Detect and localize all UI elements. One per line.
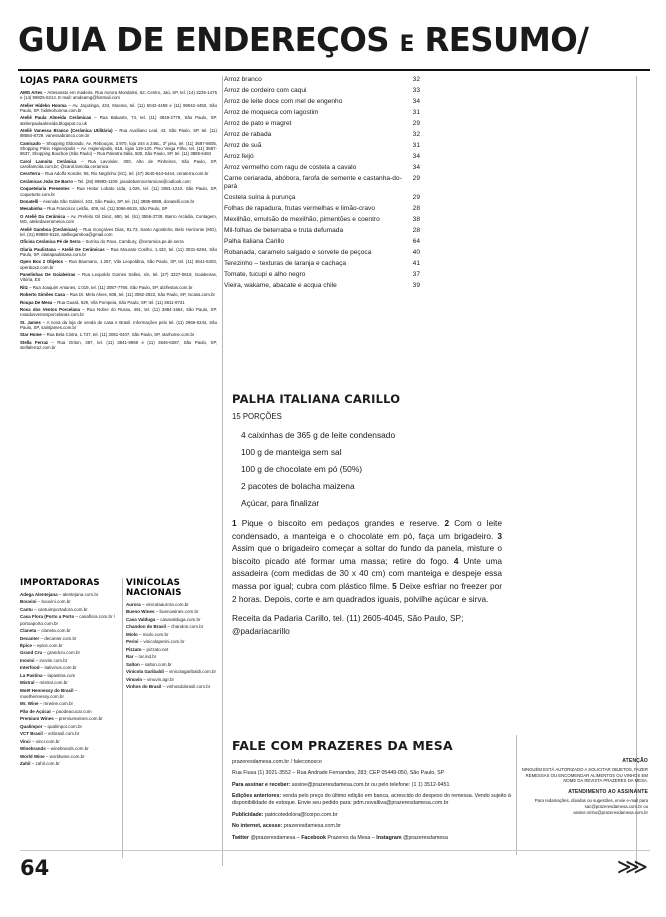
list-item: Roupa De Mesa – Rua Guará, 629, Vila Pompeia, São Paulo, SP, tel. (11) 3811-9731	[20, 299, 185, 305]
index-page-number: 29	[412, 175, 420, 182]
title-rest: RESUMO/	[424, 20, 589, 59]
list-item: Inovini – inovini.com.br	[20, 657, 68, 663]
list-item: Ritz – Rua Joaquim Antunes, 1.019, tel. (11) 3087-7766, São Paulo, SP, alzifestas.com.br	[20, 284, 193, 290]
contact-line: No internet, acesse: prazeresdamesa.com.br	[232, 823, 341, 830]
list-item: Bueno Wines – buenowines.com.br	[126, 609, 199, 615]
list-item: Olaria Paulistana – Ateliê De Cerâmicas – Rua Mourato Coelho, 1.433, tel. (11) 3031-6294, São Paulo, SP. olariapaulistana.com.br	[20, 246, 217, 257]
index-recipe-name: Arroz branco	[224, 76, 262, 83]
ingredient-item: Açúcar, para finalizar	[241, 498, 320, 508]
index-page-number: 29	[412, 120, 420, 127]
list-item: Chandon do Brasil – chandon.com.br	[126, 624, 204, 630]
list-item: Panelinhas De Goiabeiras – Rua Leopoldo Gomes Salles, s/n, tel. (27) 3327-0619, Goiabeiras, Vitória, ES	[20, 272, 217, 283]
index-recipe-name: Arroz de pato e magret	[224, 120, 292, 127]
list-item: O Ateliê Da Cerâmica – Av. Prefeito Gil Diniz, 680, tel. (61) 3556-3739, Bairro Arcádia, Contagem, MG, ateliedacerameica.com	[20, 213, 218, 225]
list-item: Ateliê Vanessa Branco (Cerâmica Utilitária) – Rua Auxiliano Leal, 43, São Paulo, SP, tel. (11) 98584-8729. vanessabranco.com.br	[20, 128, 217, 139]
index-page-number: 37	[412, 271, 420, 278]
page-title	[18, 22, 637, 63]
lojas-list	[20, 90, 217, 350]
list-item: Casa Valduga – casavalduga.com.br	[126, 616, 201, 622]
index-page-number: 32	[412, 76, 420, 83]
index-page-number: 31	[412, 142, 420, 149]
list-item: Qualimpor – qualimpor.com.br	[20, 723, 83, 729]
index-page-number: 39	[412, 282, 420, 289]
notice-title-2: ATENDIMENTO AO ASSINANTE	[568, 789, 648, 796]
recipe-index	[224, 76, 420, 293]
index-recipe-name: Vieira, wakame, abacate e acqua chile	[224, 282, 337, 289]
index-row	[224, 142, 420, 150]
index-page-number: 34	[412, 164, 420, 171]
contact-block	[232, 738, 512, 846]
contact-line: Rua Fiusa (1) 3021-3552 – Rua Andrade Fernandes, 283; CEP 05449-050, São Paulo, SP	[232, 770, 445, 777]
list-item: Coquetelaria Presentes – Rua Heitor Lobato Ltda, 1.026, tel. (11) 3081-1210, São Paulo, SP, coqueturte.com.br	[20, 186, 217, 197]
notice-title: ATENÇÃO	[622, 758, 648, 764]
index-row	[224, 271, 420, 279]
notice-block	[520, 758, 648, 820]
column-divider-4	[122, 578, 123, 858]
index-recipe-name: Palha italiana Carillo	[224, 238, 285, 245]
contact-line: prazeresdamesa.com.br / faleconosco	[232, 759, 322, 765]
index-row	[224, 238, 420, 246]
list-item: Mesabinha – Rua Francisco Leitão, 409, tel. (11) 3066-8619, São Paulo, SP	[20, 206, 168, 212]
vinicolas-heading: VINÍCOLAS NACIONAIS	[126, 578, 182, 598]
list-item: Cerâmicas João De Barro – Tel. (26) 99993-1109. joaodebarroceramicas@outlook.com	[20, 178, 191, 184]
list-item: Pizzato – pizzato.net	[126, 646, 169, 652]
recipe-block	[232, 392, 502, 637]
contact-line: Publicidade: patricotedolora@lcorpo.com.br	[232, 811, 338, 818]
list-item: Casa Flora (Porto a Porto – casaflora.com.br / portoaporto.com.br	[20, 614, 116, 626]
recipe-index-list	[224, 76, 420, 290]
importadoras-block	[20, 578, 120, 769]
recipe-credit: Receita da Padaria Carillo, tel. (11) 2605-4045, São Paulo, SP; @padariacarillo	[232, 613, 464, 636]
list-item: Vinuvin – vinuvin.agr.br	[126, 676, 174, 682]
list-item: Star Home – Rua Bela Cintra, 1.737, tel. (11) 3061-0407, São Paulo, SP, starhome.com.br	[20, 332, 195, 338]
ingredient-item: 100 g de chocolate em pó (50%)	[241, 464, 363, 474]
list-item: Claneta – claneta.com.br	[20, 628, 71, 634]
index-row	[224, 205, 420, 213]
list-item: Rar – rar.ind.br	[126, 654, 157, 660]
index-page-number: 41	[412, 260, 420, 267]
list-item: Atelier Hideko Honma – Av. Jaçutinga, 434, Moema, tel. (11) 5042-4459 e (11) 99042-4450, São Paulo, SP. hidekohonma.com.br	[20, 102, 218, 113]
list-item: Donatelli – Avenida São Gabriel, 102, São Paulo, SP, tel. (11) 3885-6988, donatelli.com.br	[20, 198, 195, 204]
list-item: Rosa dos Ventos Porcelana – Rua Nobre do Russu, 491, tel. (11) 3884-1564, São Paulo, SP. rosadosventosporcelanas.com.br	[20, 307, 217, 318]
list-item: Vinci – vinci.com.br	[20, 738, 60, 744]
title-conjunction: E	[399, 32, 414, 57]
index-recipe-name: Mil-folhas de beterraba e truta defumada	[224, 227, 344, 234]
list-item: Oficina Cerâmica Pé de Serra – Sorriso do Pavo, Cambury, @ceramica.pe.de.serra	[20, 239, 184, 245]
ingredient-item: 4 caixinhas de 365 g de leite condensado	[241, 430, 396, 440]
list-item: Moët Hennessy do Brasil – moethennessy.com.br	[20, 687, 78, 699]
column-divider-3	[516, 735, 517, 855]
list-item: Premium Wines – premiumwines.com.br	[20, 716, 103, 722]
index-row	[224, 164, 420, 172]
list-item: Stella Ferraz – Rua Oriton, 387, tel. (11) 3841-9968 e (11) 3646-9287, São Paulo, SP, stellaferraz.com.br	[20, 339, 217, 351]
list-item: World Wine – worldwine.com.br	[20, 753, 85, 759]
index-recipe-name: Terezinho – texturas de laranja e cachaça	[224, 260, 347, 267]
index-row	[224, 153, 420, 161]
index-row	[224, 282, 420, 290]
contact-line: Edições anteriores: venda pelo preço do último edição em banca, acrescido do despeso do remessa. Vendo sujeito à disponibilidade de estoque. Envie seu pedido para: pdm.novaltiva@prazeresdamesa.com.br	[232, 793, 511, 807]
index-row	[224, 175, 420, 191]
list-item: Grand Cru – grandcru.com.br	[20, 650, 81, 656]
page-masthead	[18, 22, 650, 71]
recipe-steps: 1 Pique o biscoito em pedaços grandes e reserve. 2 Com o leite condensado, a manteiga e o chocolate em pó, faça um brigadeiro. 3 Assim que o brigadeiro começar a soltar do fundo da panela, misture o biscoito picado até formar uma massa; retire do fogo. 4 Unte uma assadeira (com medidas de 30 x 40 cm) com manteiga e despeje essa massa por igual; cubra com plástico filme. 5 Deixe esfriar no freezer por 2 horas. Depois, corte e am quadrados iguais, polvilhe açúcar e sirva.	[232, 518, 502, 604]
list-item: Camicado – Shopping Eldorado, Av. Rebouças, 3.970, loja 244 a 246L, 3º piso, tel. (11) 3687-8605, Shopping Pátio Higienópolis – Av. Higienópolis, 618, lojas 119-120, Piso Veiga Filho, tel. (11) 3587-8637, Shopping Bourbon (São Paulo) – Rua Palestra Itália, 500, São Paulo, SP, tel. (11) 3885-6484	[20, 140, 217, 157]
index-page-number: 28	[412, 227, 420, 234]
list-item: Ateliê Gamboa (Cerâmicas) – Rua Gonçalves Dias, 91.73, Santo Agostinho, Belo Horizonte (MG), tel. (31) 99880-9118, atelliegamboa@gmail.com	[20, 226, 217, 237]
index-recipe-name: Arroz de moqueca com lagostim	[224, 109, 319, 116]
list-item: Perini – vinicolaperini.com.br	[126, 639, 185, 645]
index-page-number: 32	[412, 131, 420, 138]
contact-line: Para assinar e receber: assine@prazeresdamesa.com.br ou pelo telefone: (1 1) 3512-9451	[232, 781, 450, 788]
index-row	[224, 98, 420, 106]
list-item: Pão de Açúcar – paodeacucar.com	[20, 708, 92, 714]
index-recipe-name: Costela suína à purunça	[224, 194, 296, 201]
index-page-number: 40	[412, 249, 420, 256]
index-row	[224, 109, 420, 117]
column-divider-1	[222, 76, 223, 866]
list-item: Roberto Simões Casa – Rua Dr. Melo Alves, 608, tel. (11) 3082-2922, São Paulo, SP, rscasa.com.br	[20, 292, 215, 298]
index-page-number: 33	[412, 87, 420, 94]
list-item: CeraTerra – Rua Adolfo Konder, 95, Rio Negrinho (SC), tel. (47) 3640-644-6444, ceraterra.com.br	[20, 171, 209, 177]
list-item: Mr. Wine – mrwine.com.br	[20, 701, 73, 707]
column-divider-2	[636, 76, 637, 866]
notice-body: NINGUÉM ESTÁ AUTORIZADO A SOLICITAR OBJETOS, FAZER REMESSAS OU ENCOMENDAR ALIMENTOS OU VINHOS EM NOME DA REVISTA PRAZERES DA MESA.	[521, 767, 648, 784]
index-recipe-name: Arroz vermelho com ragu de costela a cavalo	[224, 164, 357, 171]
vinicolas-block	[126, 578, 222, 692]
title-main: GUIA DE ENDEREÇOS	[18, 20, 389, 59]
list-item: Decanter – decanter.com.br	[20, 635, 77, 641]
index-recipe-name: Arroz feijó	[224, 153, 254, 160]
index-recipe-name: Arroz de suã	[224, 142, 262, 149]
ingredient-item: 100 g de manteiga sem sal	[241, 447, 342, 457]
list-item: Carol Lamoita Cerâmica – Rua Lavoisier, 300, Alto de Pinheiros, São Paulo, SP, carollamoita.com.br; @carol.lamoita.ceramica	[20, 158, 217, 169]
list-item: La Pastina – lapastina.com	[20, 672, 76, 678]
list-item: Épice – epice.com.br	[20, 643, 63, 648]
recipe-title: PALHA ITALIANA CARILLO	[232, 392, 401, 406]
list-item: Zahil – zahil.com.br	[20, 761, 60, 767]
index-row	[224, 227, 420, 235]
index-recipe-name: Folhas de rapadura, frutas vermelhas e limão-cravo	[224, 205, 375, 212]
index-recipe-name: Carne ceriarada, abóbora, farofa de semente e castanha-do-pará	[224, 175, 402, 190]
contact-lines	[232, 759, 512, 842]
contact-heading: FALE COM PRAZERES DA MESA	[232, 738, 453, 753]
index-recipe-name: Arroz de cordeiro com caqui	[224, 87, 307, 94]
index-page-number: 34	[412, 153, 420, 160]
recipe-yield: 15 PORÇÕES	[232, 412, 282, 421]
list-item: St. James – A nova da loja de venda de casa e Brasil. Informações pelo tel. (11) 2966-5344, São Paulo, SP, saintjames.com.br	[20, 319, 217, 330]
index-row	[224, 216, 420, 224]
importadoras-heading: IMPORTADORAS	[20, 578, 100, 588]
index-page-number: 31	[412, 109, 420, 116]
list-item: Aurora – vinicolaaurora.com.br	[126, 602, 189, 607]
index-row	[224, 76, 420, 84]
index-recipe-name: Tomate, tucupi e alho negro	[224, 271, 306, 278]
index-row	[224, 249, 420, 257]
list-item: Open Box 2 Objetos – Rua Baumann, 1.297, Vila Leopoldina, São Paulo, SP, tel. (11) 3641-6403, openbox2.com.br	[20, 259, 217, 270]
publisher-logo-icon: ⋙	[616, 854, 648, 879]
list-item: Cantu – cantuimportadora.com.br	[20, 606, 88, 612]
list-item: Ateliê Paula Almeida Cerâmicas – Rua Baluarte, 74, tel. (11) 3849-2779, São Paulo, SP. atelierpaulaalmeida.blogspot.co.uk	[20, 115, 218, 126]
list-item: Vinhos do Brasil – vinhosdobrasil.com.br	[126, 684, 211, 690]
index-page-number: 34	[412, 98, 420, 105]
index-page-number: 64	[412, 238, 420, 245]
index-row	[224, 87, 420, 95]
list-item: AMG Artes – Artesanato em madeira. Rua Aurora Mondarisi, 62, Centro, Jaú, SP, tel. (14) 3235-1475 e (14) 99925-6214. E-mail: amdeamg@hotmail.com	[20, 90, 217, 101]
index-recipe-name: Robanada, caramelo salgado e sorvete de peçoca	[224, 249, 372, 256]
list-item: Mistral – mistral.com.br	[20, 680, 68, 686]
list-item: Salton – salton.com.br	[126, 661, 172, 667]
list-item: Miolo – miolo.com.br	[126, 631, 169, 637]
recipe-ingredients	[232, 428, 502, 510]
lojas-column	[20, 76, 217, 353]
ingredient-item: 2 pacotes de bolacha maizena	[241, 481, 355, 491]
index-recipe-name: Arroz de leite doce com mel de engenho	[224, 98, 343, 105]
list-item: Winebrands – winebrands.com.br	[20, 746, 89, 752]
index-row	[224, 194, 420, 202]
index-row	[224, 131, 420, 139]
list-item: Interfood – italivinos.com.br	[20, 665, 77, 671]
page-number: 64	[20, 856, 50, 880]
list-item: Bouvini – bouvini.com.br	[20, 599, 71, 605]
lojas-heading: LOJAS PARA GOURMETS	[20, 76, 139, 86]
index-page-number: 29	[412, 194, 420, 201]
index-recipe-name: Mexilhão, emulsão de mexilhão, pimentões e coentro	[224, 216, 380, 223]
vinicolas-list	[126, 602, 222, 690]
list-item: VCT Brasil – vctbrasil.com.br	[20, 731, 80, 737]
notice-body-2: Para redamações, dúvidas ou sugestões, envie e-mail para sac@prazeresdamesa.com.br ou assine.vinho@prazeresdamesa.com.br	[534, 798, 648, 815]
importadoras-list	[20, 592, 120, 767]
index-row	[224, 120, 420, 128]
contact-line: Twitter @prazeresdamesa – Facebook Prazeres da Mesa – Instagram @prazeresdamesa	[232, 834, 448, 841]
index-recipe-name: Arroz de rabada	[224, 131, 272, 138]
index-row	[224, 260, 420, 268]
index-page-number: 38	[412, 216, 420, 223]
list-item: Adega Alentejana – alentejana.com.br	[20, 592, 99, 597]
index-page-number: 28	[412, 205, 420, 212]
list-item: Vinícola Garibaldi – vinicolagaribaldi.com.br	[126, 669, 216, 675]
footer-rule	[20, 850, 650, 851]
